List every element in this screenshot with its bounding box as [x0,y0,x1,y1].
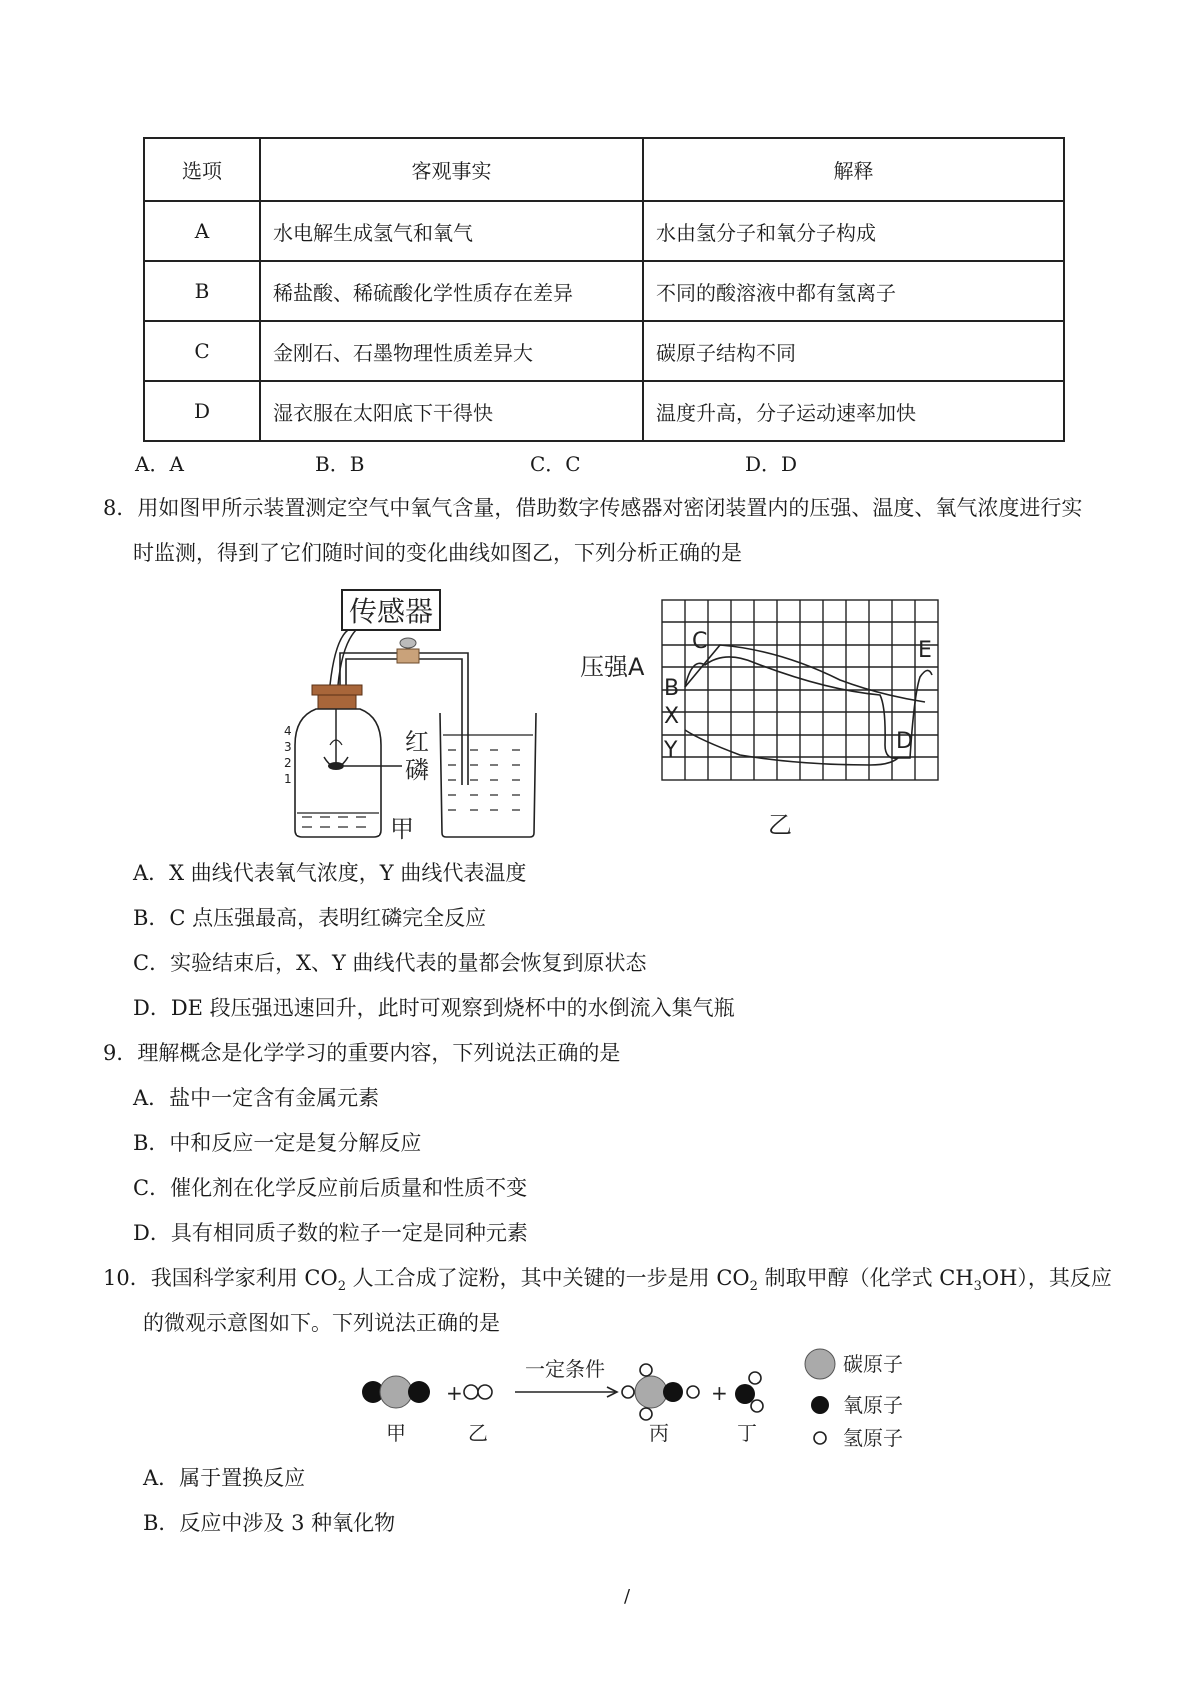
header-fact: 客观事实 [260,138,643,201]
reaction-diagram [355,1350,915,1460]
condition-label: 一定条件 [525,1357,605,1381]
red-phos-label-2: 磷 [405,756,429,784]
pressure-axis-label: 压强A [580,653,645,681]
point-e-label: E [918,638,932,663]
q8-stem-line2: 时监测，得到了它们随时间的变化曲线如图乙，下列分析正确的是 [133,541,742,565]
header-explain: 解释 [643,138,1064,201]
q10-option-a: A．属于置换反应 [143,1466,306,1490]
svg-text:甲: 甲 [386,1421,406,1445]
molecule-jia [362,1376,430,1408]
stopper-top [312,685,362,695]
svg-text:丙: 丙 [649,1421,669,1445]
stopper [318,695,356,709]
facts-table [143,137,1065,442]
table-row [144,381,1064,441]
q8-option-a: A．X 曲线代表氧气浓度，Y 曲线代表温度 [133,861,527,885]
table-cell: 不同的酸溶液中都有氢离子 [643,261,1064,321]
clamp-screw [400,638,416,648]
legend-hydrogen: 氢原子 [843,1426,903,1450]
bottle-water [297,813,379,835]
q7-option-b: B．B [315,452,365,476]
curve-figure [580,595,940,845]
point-labels [580,629,932,763]
curve-x-label: X [664,704,680,729]
svg-text:4: 4 [284,724,292,738]
svg-text:乙: 乙 [468,1421,488,1445]
table-row [144,321,1064,381]
table-row [144,201,1064,261]
bottle-scale [284,724,292,786]
table-cell: 稀盐酸、稀硫酸化学性质存在差异 [260,261,643,321]
plus-sign-2: + [711,1381,728,1405]
q9-stem: 9．理解概念是化学学习的重要内容，下列说法正确的是 [103,1041,621,1065]
table-cell: 碳原子结构不同 [643,321,1064,381]
q8-option-b: B．C 点压强最高，表明红磷完全反应 [133,906,487,930]
q8-option-d: D．DE 段压强迅速回升，此时可观察到烧杯中的水倒流入集气瓶 [133,996,735,1020]
red-phos-label-1: 红 [405,728,429,756]
curves [685,645,932,765]
q9-option-c: C．催化剂在化学反应前后质量和性质不变 [133,1176,528,1200]
fig-yi-caption: 乙 [768,811,792,839]
page-footer-mark: / [624,1586,631,1607]
q9-option-d: D．具有相同质子数的粒子一定是同种元素 [133,1221,528,1245]
plus-sign: + [446,1381,463,1405]
q10-stem-line2: 的微观示意图如下。下列说法正确的是 [143,1311,500,1335]
curve-y-label: Y [664,738,678,763]
molecule-bing [622,1364,699,1420]
point-d-label: D [896,729,913,754]
beaker-water [443,735,533,810]
svg-text:3: 3 [284,740,292,754]
clamp-icon [397,649,419,663]
q7-option-d: D．D [745,452,798,476]
legend-oxygen: 氧原子 [843,1393,903,1417]
molecule-labels [386,1421,757,1445]
fig-jia-caption: 甲 [390,815,414,843]
legend-carbon: 碳原子 [843,1352,903,1376]
table-cell: 水电解生成氢气和氧气 [260,201,643,261]
point-b-label: B [664,676,680,701]
table-cell: 湿衣服在太阳底下干得快 [260,381,643,441]
legend [805,1349,903,1450]
hydrogen-atom-icon [814,1432,826,1444]
q8-stem-line1: 8．用如图甲所示装置测定空气中氧气含量，借助数字传感器对密闭装置内的压强、温度、氧气浓度进行实 [103,496,1083,520]
sensor-label: 传感器 [348,595,434,628]
molecule-yi [464,1385,492,1399]
svg-text:2: 2 [284,756,292,770]
table-cell: D [144,381,260,441]
oxygen-atom-icon [811,1396,829,1414]
table-row [144,261,1064,321]
table-cell: 水由氢分子和氧分子构成 [643,201,1064,261]
q7-option-c: C．C [530,452,581,476]
table-cell: B [144,261,260,321]
table-cell: C [144,321,260,381]
beaker [440,713,536,837]
table-cell: 温度升高，分子运动速率加快 [643,381,1064,441]
table-cell: A [144,201,260,261]
q9-option-b: B．中和反应一定是复分解反应 [133,1131,422,1155]
q8-option-c: C．实验结束后，X、Y 曲线代表的量都会恢复到原状态 [133,951,647,975]
svg-text:丁: 丁 [737,1421,757,1445]
header-option: 选项 [144,138,260,201]
q9-option-a: A．盐中一定含有金属元素 [133,1086,380,1110]
point-c-label: C [692,629,708,654]
red-phosphorus [328,762,344,770]
apparatus-figure [284,585,550,845]
q7-option-a: A．A [135,452,184,476]
q10-stem-line1: 10．我国科学家利用 $CO_2$ 人工合成了淀粉，其中关键的一步是用 $CO_2$ 制取甲醇（化学式 $CH_3OH$），其反应 [103,1266,1112,1295]
q10-option-b: B．反应中涉及 3 种氧化物 [143,1511,396,1535]
svg-text:1: 1 [284,772,292,786]
table-header-row [144,138,1064,201]
table-cell: 金刚石、石墨物理性质差异大 [260,321,643,381]
carbon-atom-icon [805,1349,835,1379]
molecule-ding [735,1372,763,1412]
